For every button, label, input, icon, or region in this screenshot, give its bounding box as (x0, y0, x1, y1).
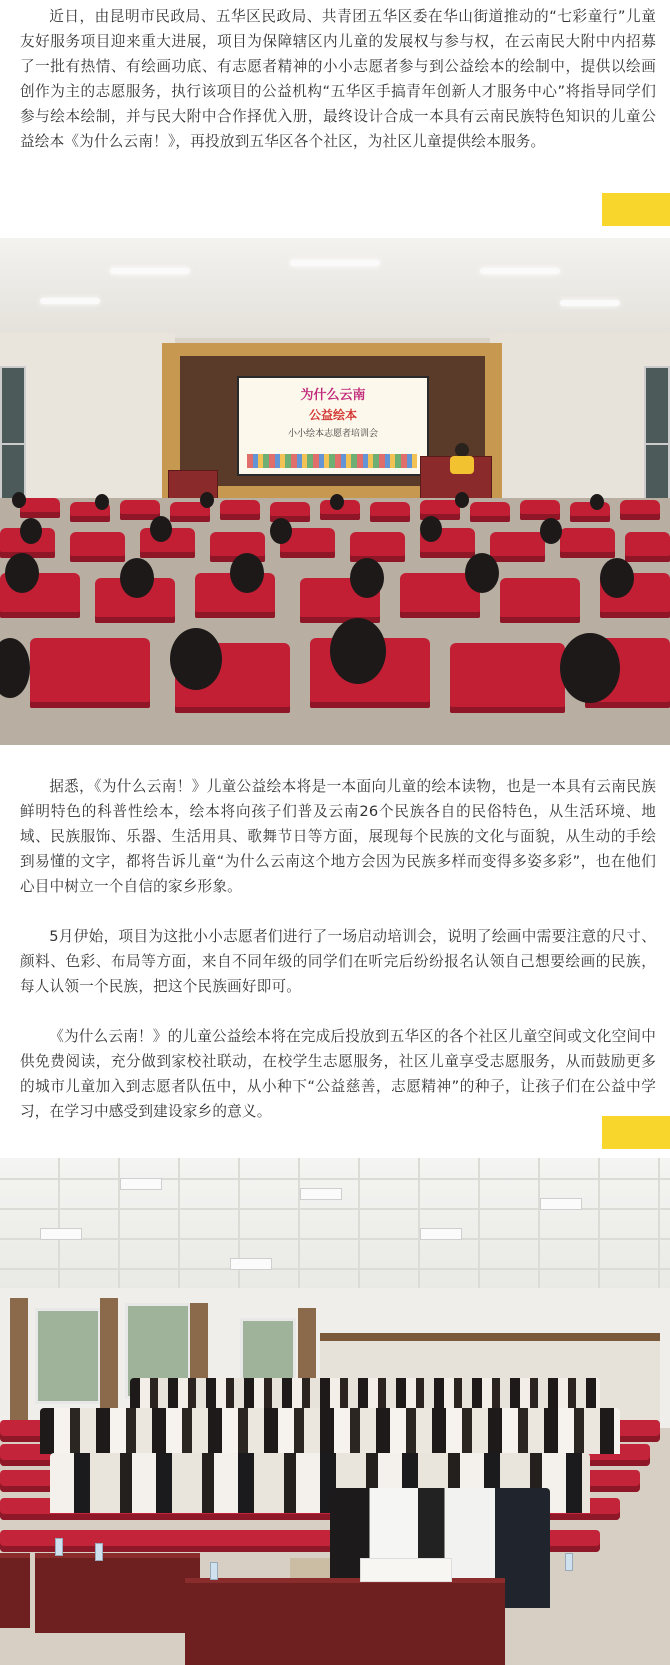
screen-illustration (247, 454, 417, 468)
section-divider-yellow-2 (602, 1116, 670, 1149)
audience-seating (0, 498, 670, 745)
about-picturebook-paragraph: 据悉，《为什么云南！》儿童公益绘本将是一本面向儿童的绘本读物，也是一本具有云南民族鲜明特色的科普性绘本，绘本将向孩子们普及云南26个民族各自的民俗特色，从生活环境、地域、民族服饰、乐器、生活用具、歌舞节日等方面，展现每个民族的文化与面貌，从生动的手绘到易懂的文字，都将告诉儿童“为什么云南这个地方会因为民族多样而变得多姿多彩”，也在他们心目中树立一个自信的家乡形象。 (20, 778, 656, 895)
training-auditorium-photo (0, 238, 670, 745)
screen-caption: 小小绘本志愿者培训会 (287, 429, 378, 439)
front-desk-left (0, 1553, 30, 1628)
front-desk-middle (35, 1553, 200, 1633)
section-divider-yellow (602, 193, 670, 226)
distribution-paragraph: 《为什么云南！》的儿童公益绘本将在完成后投放到五华区的各个社区儿童空间或文化空间中供免费阅读，充分做到家校社联动，在校学生志愿服务，社区儿童享受志愿服务，从而鼓励更多的城市儿童加入到志愿者队伍中，从小种下“公益慈善，志愿精神”的种子，让孩子们在公益中学习，在学习中感受到建设家乡的意义。 (20, 1028, 656, 1120)
intro-paragraph: 近日，由昆明市民政局、五华区民政局、共青团五华区委在华山街道推动的“七彩童行”儿童友好服务项目迎来重大进展，项目为保障辖区内儿童的发展权与参与权，在云南民大附中内招募了一批有热情、有绘画功底、有志愿者精神的小小志愿者参与到公益绘本的绘制中，提供以绘画创作为主的志愿服务，执行该项目的公益机构“五华区手搞青年创新人才服务中心”将指导同学们参与绘本绘制，并与民大附中合作择优入册，最终设计合成一本具有云南民族特色知识的儿童公益绘本《为什么云南！》，再投放到五华区各个社区，为社区儿童提供绘本服务。 (20, 8, 656, 150)
training-session-paragraph: 5月伊始，项目为这批小小志愿者们进行了一场启动培训会，说明了绘画中需要注意的尺寸、颜料、色彩、布局等方面，来自不同年级的同学们在听完后纷纷报名认领自己想要绘画的民族，每人认领一个民族，把这个民族画好即可。 (20, 928, 656, 995)
classroom-hall-photo (0, 1158, 670, 1665)
front-desk-right (185, 1578, 505, 1665)
screen-subtitle: 公益绘本 (308, 408, 357, 422)
screen-title: 为什么云南 (300, 388, 366, 403)
projection-screen (237, 376, 429, 476)
